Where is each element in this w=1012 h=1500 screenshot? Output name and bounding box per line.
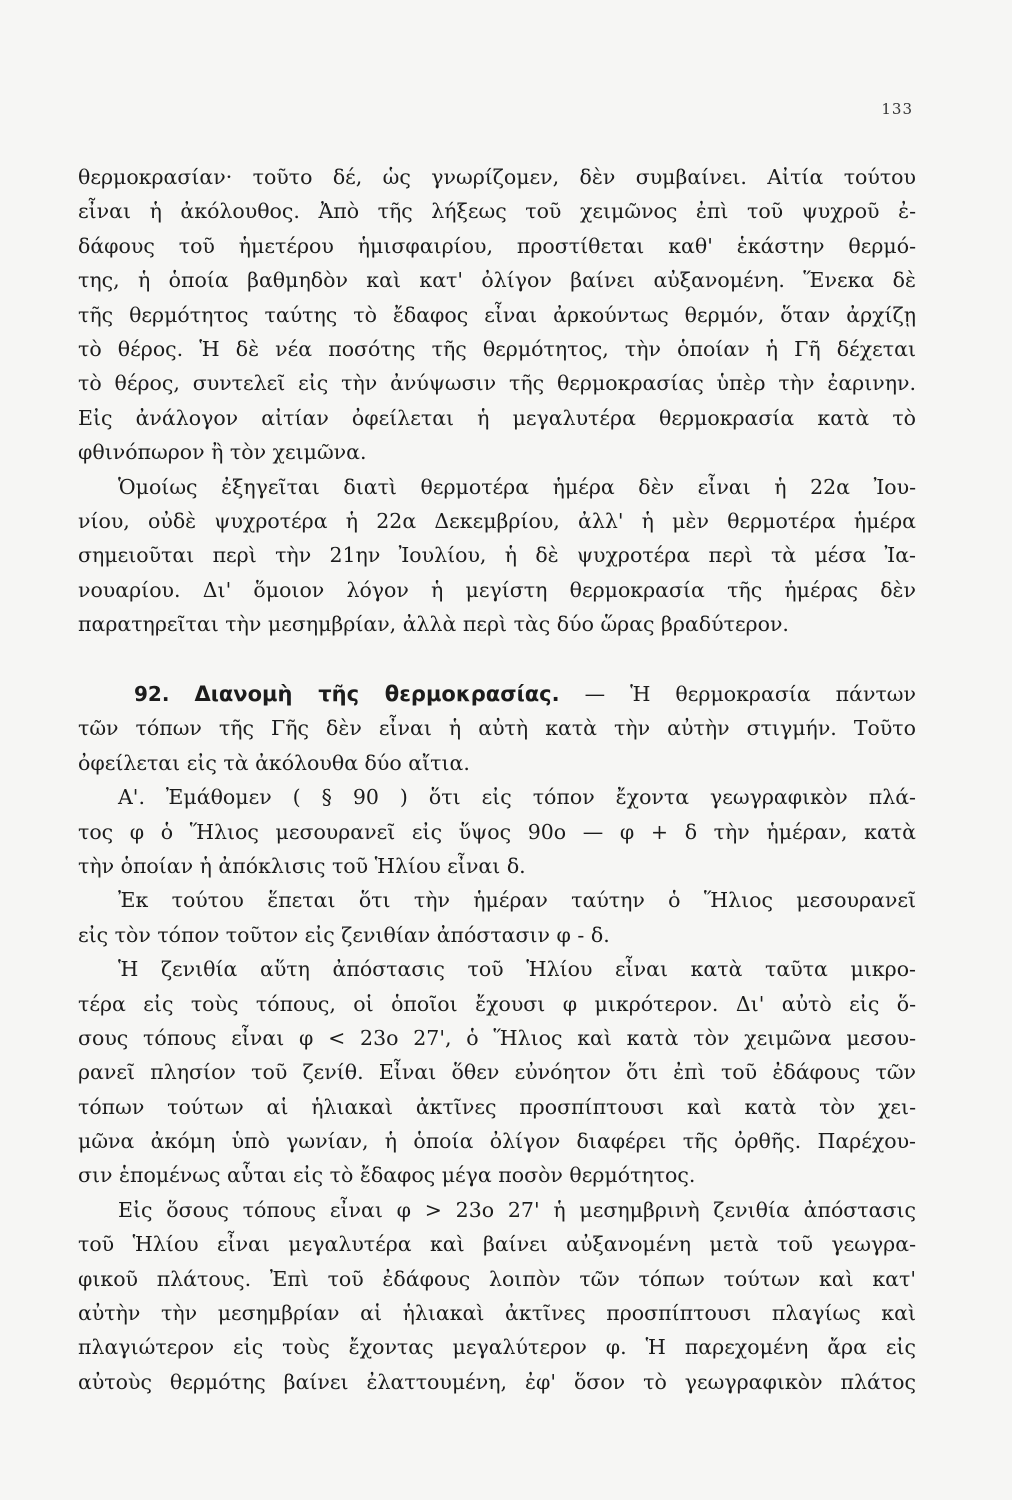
- text-line: φικοῦ πλάτους. Ἐπὶ τοῦ ἐδάφους λοιπὸν τῶν τόπων τούτων καὶ κατ': [78, 1266, 916, 1291]
- text-line: αὐτοὺς θερμότης βαίνει ἐλαττουμένη, ἐφ' ὅσον τὸ γεωγραφικὸν πλάτος: [78, 1369, 916, 1394]
- section-heading-line: [78, 677, 916, 711]
- section-number: 92.: [134, 682, 170, 706]
- text-line: ὀφείλεται εἰς τὰ ἀκόλουθα δύο αἴτια.: [78, 750, 470, 775]
- text-line: Ἡ ζενιθία αὕτη ἀπόστασις τοῦ Ἡλίου εἶναι κατὰ ταῦτα μικρο-: [118, 957, 916, 982]
- text-line: τοῦ Ἡλίου εἶναι μεγαλυτέρα καὶ βαίνει αὐξανομένη μετὰ τοῦ γεωγρα-: [78, 1232, 916, 1257]
- text-line: τόπων τούτων αἱ ἡλιακαὶ ἀκτῖνες προσπίπτουσι καὶ κατὰ τὸν χει-: [78, 1094, 916, 1119]
- text-line: νουαρίου. Δι' ὅμοιον λόγον ἡ μεγίστη θερμοκρασία τῆς ἡμέρας δὲν: [78, 577, 916, 602]
- text-line: θερμοκρασίαν· τοῦτο δέ, ὡς γνωρίζομεν, δὲν συμβαίνει. Αἰτία τούτου: [78, 165, 916, 189]
- text-line: τὸ θέρος, συντελεῖ εἰς τὴν ἀνύψωσιν τῆς θερμοκρασίας ὑπὲρ τὴν ἐαρινην.: [78, 371, 916, 396]
- page-number: 133: [881, 100, 913, 118]
- text-line: φθινόπωρον ἢ τὸν χειμῶνα.: [78, 440, 367, 465]
- text-line: τὸ θέρος. Ἡ δὲ νέα ποσότης τῆς θερμότητος, τὴν ὁποίαν ἡ Γῆ δέχεται: [78, 336, 916, 361]
- text-line: ρανεῖ πλησίον τοῦ ζενίθ. Εἶναι ὅθεν εὐνόητον ὅτι ἐπὶ τοῦ ἐδάφους τῶν: [78, 1060, 916, 1085]
- text-line: τῆς θερμότητος ταύτης τὸ ἔδαφος εἶναι ἀρκούντως θερμόν, ὅταν ἀρχίζῃ: [78, 302, 916, 327]
- text-line: σους τόπους εἶναι φ < 23ο 27', ὁ Ἥλιος καὶ κατὰ τὸν χειμῶνα μεσου-: [78, 1025, 916, 1050]
- text-line: παρατηρεῖται τὴν μεσημβρίαν, ἀλλὰ περὶ τὰς δύο ὥρας βραδύτερον.: [78, 612, 789, 637]
- text-line: πλαγιώτερον εἰς τοὺς ἔχοντας μεγαλύτερον φ. Ἡ παρεχομένη ἄρα εἰς: [78, 1335, 916, 1360]
- text-line: τέρα εἰς τοὺς τόπους, οἱ ὁποῖοι ἔχουσι φ μικρότερον. Δι' αὐτὸ εἰς ὅ-: [78, 991, 916, 1016]
- text-line: Ἐκ τούτου ἕπεται ὅτι τὴν ἡμέραν ταύτην ὁ Ἥλιος μεσουρανεῖ: [118, 888, 916, 913]
- text-line: αὐτὴν τὴν μεσημβρίαν αἱ ἡλιακαὶ ἀκτῖνες προσπίπτουσι πλαγίως καὶ: [78, 1301, 916, 1326]
- text-line: Ὁμοίως ἐξηγεῖται διατὶ θερμοτέρα ἡμέρα δὲν εἶναι ἡ 22α Ἰου-: [118, 474, 916, 499]
- section-title: Διανομὴ τῆς θερμοκρασίας.: [194, 682, 560, 706]
- section-92: [78, 677, 916, 1399]
- text-line: τῶν τόπων τῆς Γῆς δὲν εἶναι ἡ αὐτὴ κατὰ τὴν αὐτὴν στιγμήν. Τοῦτο: [78, 716, 916, 741]
- text-line: τὴν ὁποίαν ἡ ἀπόκλισις τοῦ Ἡλίου εἶναι δ.: [78, 853, 526, 878]
- text-line: σιν ἑπομένως αὗται εἰς τὸ ἔδαφος μέγα ποσὸν θερμότητος.: [78, 1163, 696, 1188]
- text-line: τος φ ὁ Ἥλιος μεσουρανεῖ εἰς ὕψος 90ο — φ + δ τὴν ἡμέραν, κατὰ: [78, 819, 916, 844]
- text-line: της, ἡ ὁποία βαθμηδὸν καὶ κατ' ὀλίγον βαίνει αὐξανομένη. Ἕνεκα δὲ: [78, 268, 916, 293]
- paragraph-continuation: [78, 160, 916, 641]
- text-line: Εἰς ὅσους τόπους εἶναι φ > 23ο 27' ἡ μεσημβρινὴ ζενιθία ἀπόστασις: [118, 1197, 916, 1222]
- section-intro-start: — Ἡ θερμοκρασία πάντων: [584, 682, 916, 706]
- text-line: δάφους τοῦ ἡμετέρου ἡμισφαιρίου, προστίθεται καθ' ἑκάστην θερμό-: [78, 233, 916, 258]
- text-line: εἶναι ἡ ἀκόλουθος. Ἀπὸ τῆς λήξεως τοῦ χειμῶνος ἐπὶ τοῦ ψυχροῦ ἐ-: [78, 199, 916, 224]
- text-line: εἰς τὸν τόπον τοῦτον εἰς ζενιθίαν ἀπόστασιν φ - δ.: [78, 922, 610, 947]
- text-line: Α'. Ἐμάθομεν ( § 90 ) ὅτι εἰς τόπον ἔχοντα γεωγραφικὸν πλά-: [118, 785, 916, 810]
- text-line: νίου, οὐδὲ ψυχροτέρα ἡ 22α Δεκεμβρίου, ἀλλ' ἡ μὲν θερμοτέρα ἡμέρα: [78, 508, 916, 533]
- text-line: Εἰς ἀνάλογον αἰτίαν ὀφείλεται ἡ μεγαλυτέρα θερμοκρασία κατὰ τὸ: [78, 405, 916, 430]
- text-line: σημειοῦται περὶ τὴν 21ην Ἰουλίου, ἡ δὲ ψυχροτέρα περὶ τὰ μέσα Ἰα-: [78, 543, 916, 568]
- text-line: μῶνα ἀκόμη ὑπὸ γωνίαν, ἡ ὁποία ὀλίγον διαφέρει τῆς ὀρθῆς. Παρέχου-: [78, 1129, 916, 1154]
